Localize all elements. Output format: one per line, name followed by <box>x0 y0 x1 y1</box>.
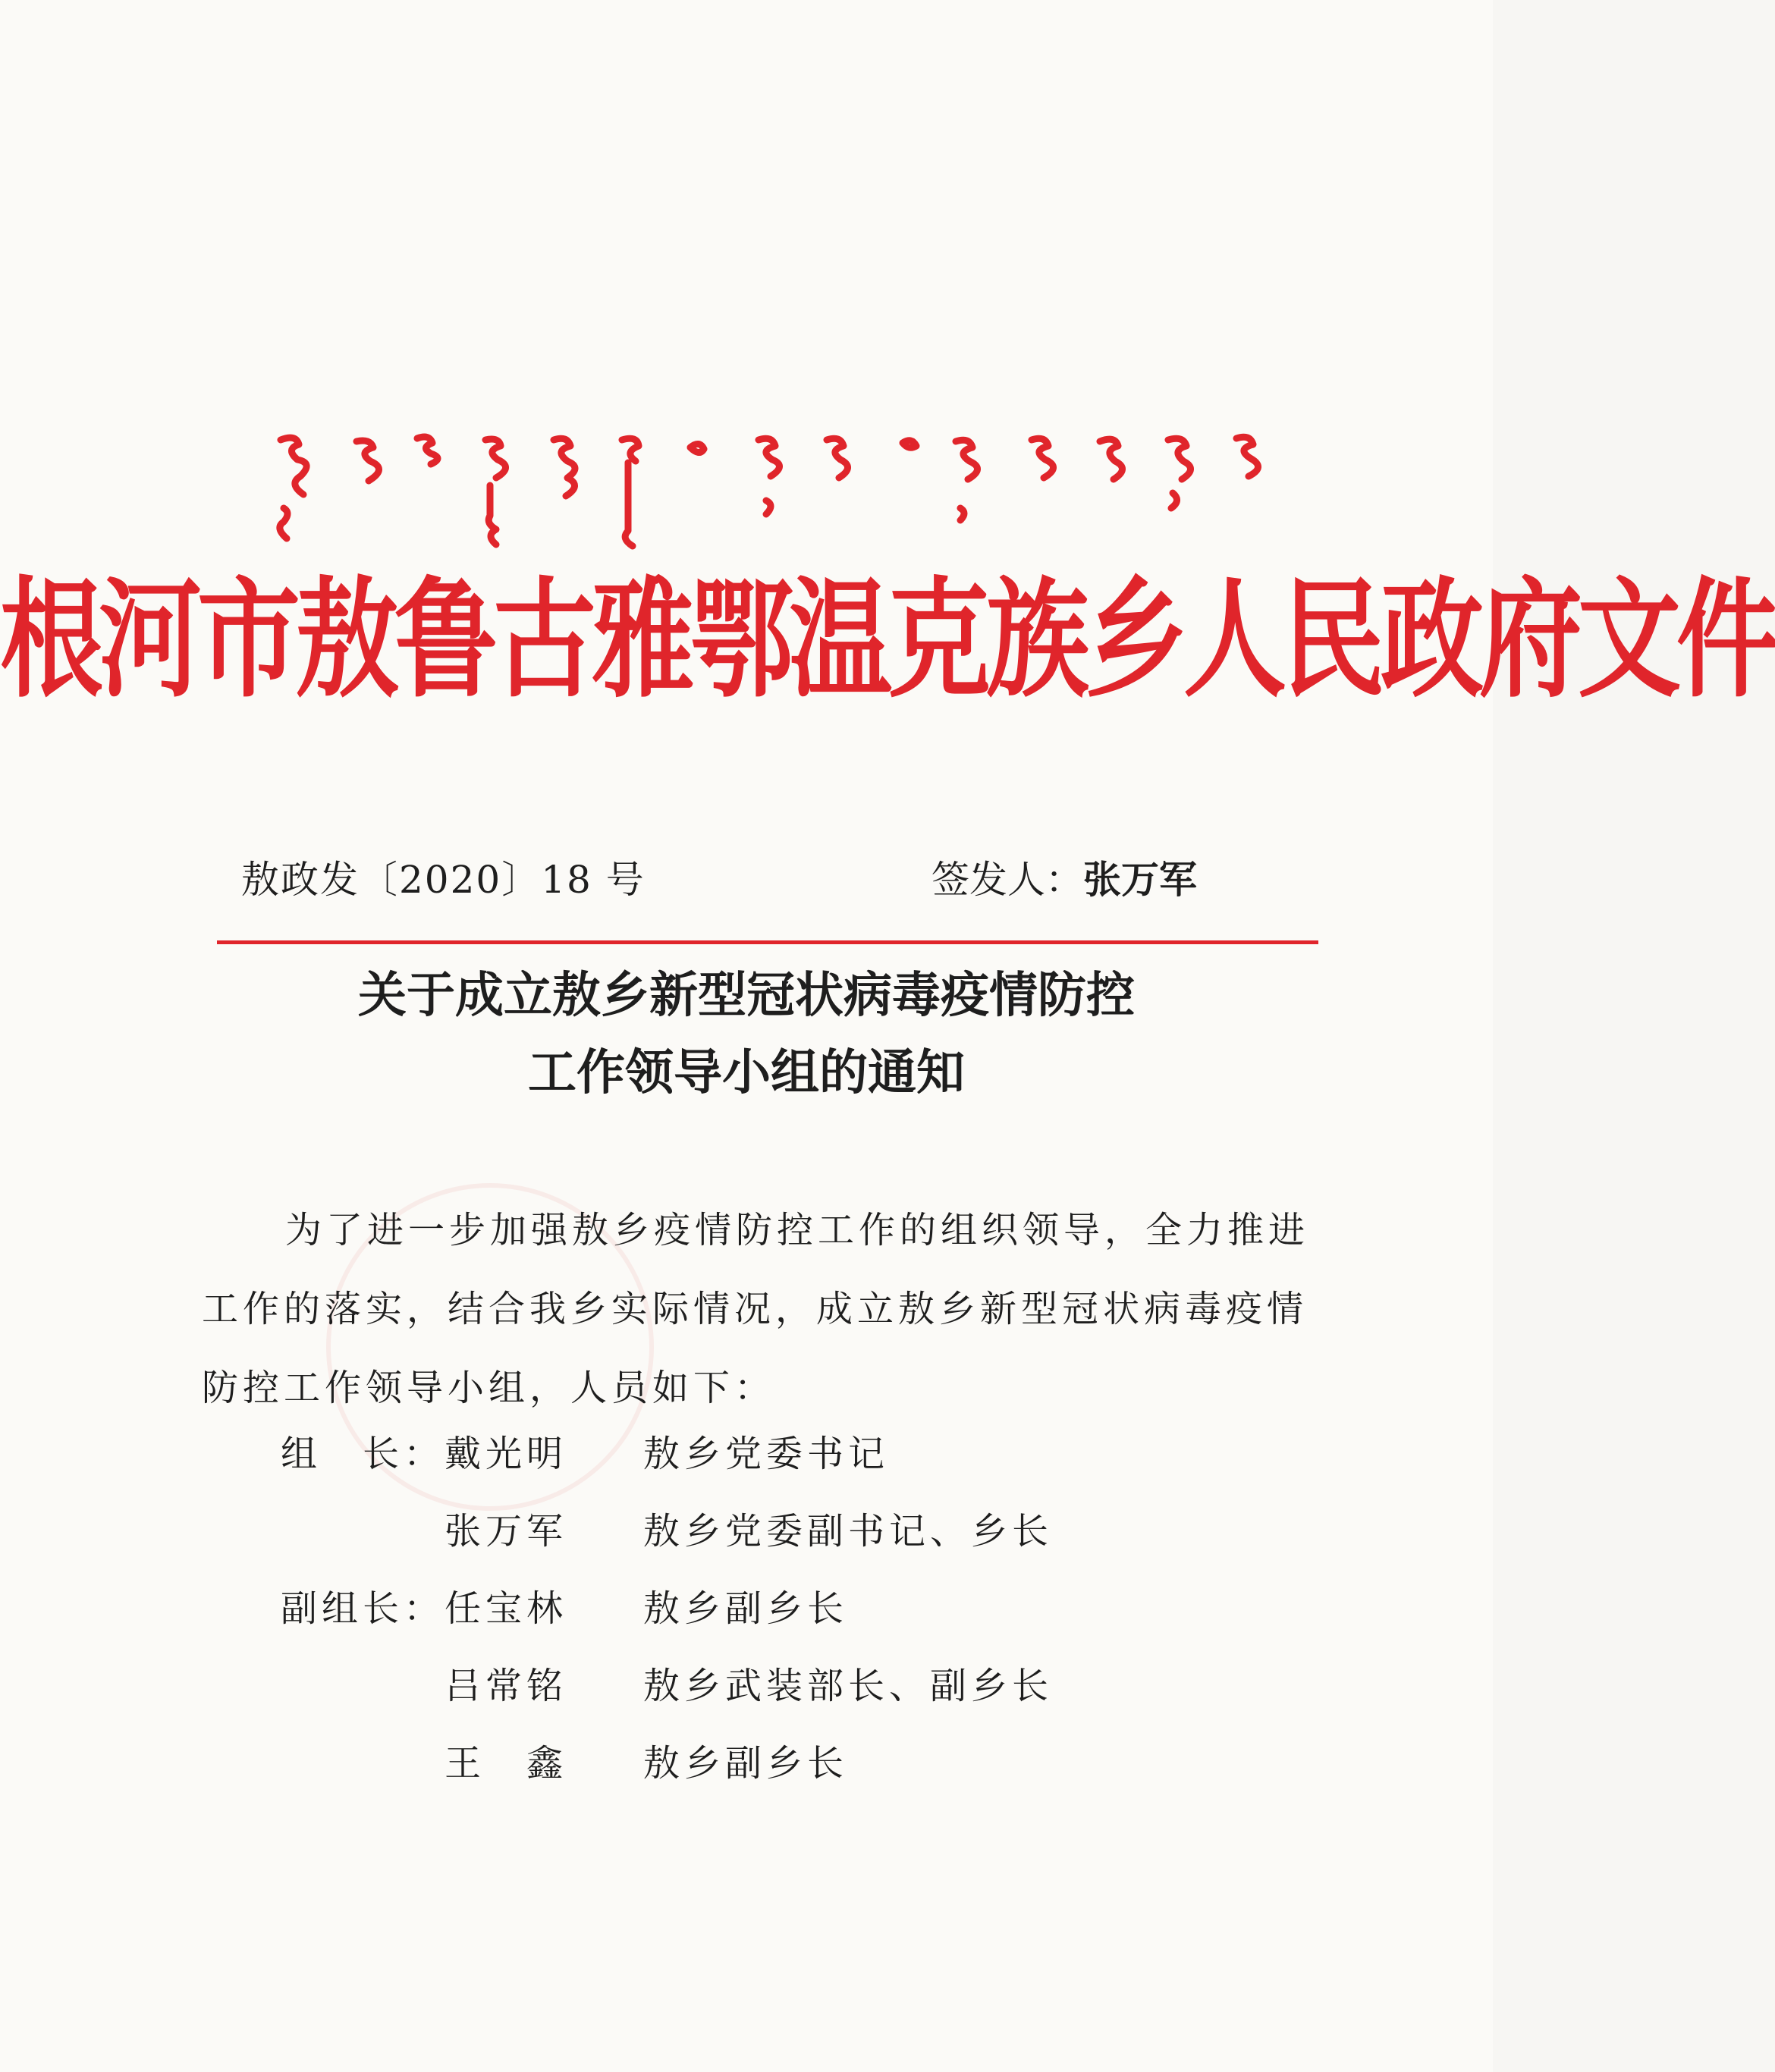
red-divider-line <box>217 940 1318 944</box>
roster-name: 戴光明 <box>445 1433 568 1475</box>
roster-name: 吕常铭 <box>445 1665 568 1707</box>
roster-name: 张万军 <box>445 1510 568 1552</box>
issuer <box>931 849 1197 904</box>
notice-body <box>202 1191 1317 1427</box>
issuer-label: 签发人： <box>931 858 1083 902</box>
masthead-title: 根河市敖鲁古雅鄂温克族乡人民政府文件 <box>0 566 1775 716</box>
notice-title <box>0 957 1493 1112</box>
body-paragraph: 为了进一步加强敖乡疫情防控工作的组织领导，全力推进工作的落实，结合我乡实际情况，成立敖乡新型冠状病毒疫情防控工作领导小组，人员如下： <box>202 1209 1310 1409</box>
notice-title-line-1: 关于成立敖乡新型冠状病毒疫情防控 <box>358 968 1135 1024</box>
issuer-name: 张万军 <box>1083 858 1197 902</box>
roster-position: 敖乡党委书记 <box>643 1433 890 1475</box>
roster-name: 任宝林 <box>445 1587 568 1630</box>
roster-role: 副组长： <box>281 1587 445 1630</box>
roster-name: 王 鑫 <box>445 1742 568 1785</box>
roster-position: 敖乡副乡长 <box>643 1587 849 1630</box>
roster-position: 敖乡副乡长 <box>643 1742 849 1785</box>
document-number: 敖政发〔2020〕18 号 <box>241 858 646 902</box>
roster-role: 组 长： <box>281 1433 445 1475</box>
notice-title-line-2: 工作领导小组的通知 <box>528 1045 965 1101</box>
roster-position: 敖乡党委副书记、乡长 <box>643 1510 1054 1552</box>
mongolian-script-masthead <box>265 425 1267 554</box>
roster-position: 敖乡武装部长、副乡长 <box>643 1665 1054 1707</box>
mongolian-script-glyphs <box>265 425 1267 554</box>
